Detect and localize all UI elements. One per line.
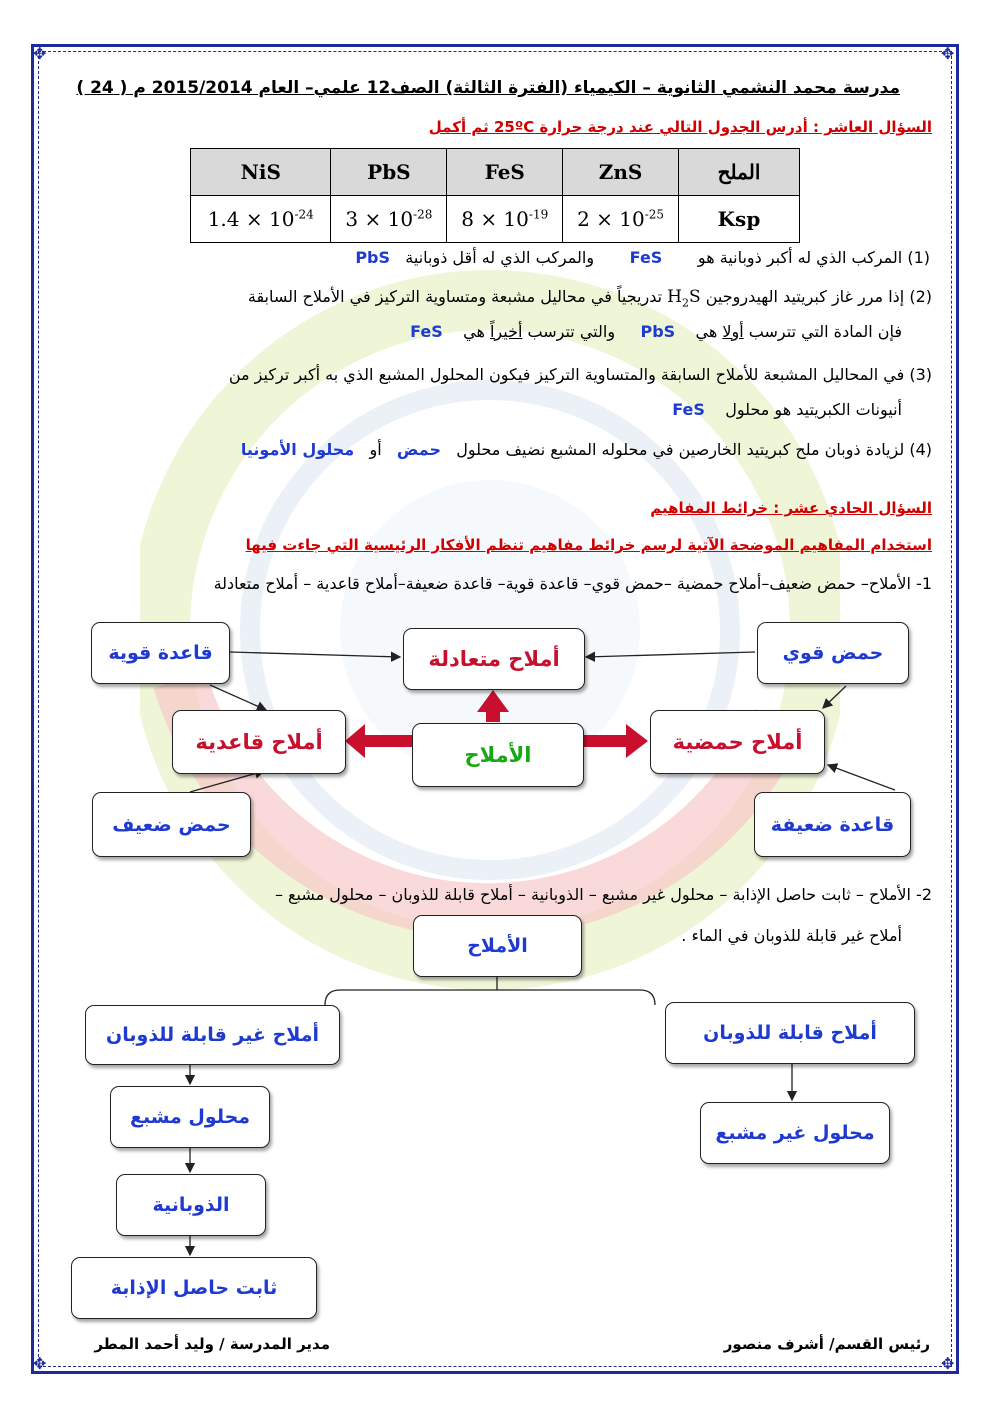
box-salts-center: الأملاح <box>412 723 584 787</box>
box-strong-acid: حمض قوي <box>757 622 909 684</box>
salt-cell: PbS <box>331 149 447 196</box>
item-text: والمركب الذي له أقل ذوبانية <box>405 248 595 267</box>
brace-connector <box>325 990 655 1005</box>
salt-label-cell: الملح <box>679 149 800 196</box>
answer-text: محلول الأمونيا <box>240 440 355 459</box>
ksp-value: 8 × 10 <box>461 207 529 231</box>
q11-heading: السؤال الحادي عشر : خرائط المفاهيم <box>650 499 932 517</box>
item-text: هي <box>695 322 718 341</box>
box-strong-base: قاعدة قوية <box>91 622 230 684</box>
ksp-value: 3 × 10 <box>345 207 414 231</box>
answer-text: FeS <box>410 322 443 341</box>
ksp-exponent: -24 <box>294 207 314 222</box>
box-acidic-salts: أملاح حمضية <box>650 710 825 774</box>
formula-part: S <box>688 287 701 307</box>
q10-item-3-line-1: (3) في المحاليل المشبعة للأملاح السابقة والمتساوية التركيز فيكون المحلول المشبع الذي به أكبر تركيز من <box>228 365 932 384</box>
q10-heading-suffix: ثم أكمل <box>428 118 494 136</box>
map1-terms: 1- الأملاح– حمض ضعيف–أملاح حمضية –حمض قوي– قاعدة قوية– قاعدة ضعيفة–أملاح قاعدية – أملاح متعادلة <box>213 574 932 593</box>
box-weak-acid: حمض ضعيف <box>92 792 251 857</box>
item-text: أو <box>369 440 382 459</box>
corner-ornament-icon: ✥ <box>33 44 47 63</box>
formula-subscript: 2 <box>681 296 689 310</box>
answer-text: PbS <box>355 248 391 267</box>
q11-instruction: استخدام المفاهيم الموضحة الآتية لرسم خرائط مفاهيم تنظم الأفكار الرئيسية التي جاءت فيها <box>245 536 932 554</box>
page-header-title: مدرسة محمد النشمي الثانوية – الكيمياء (الفترة الثالثة) الصف12 علمي– العام 2015/2014 م ( 24 ) <box>76 78 900 98</box>
salt-cell: ZnS <box>563 149 679 196</box>
answer-text: FeS <box>629 248 663 267</box>
item-text: فإن المادة التي تترسب <box>748 322 902 341</box>
box-insoluble-salts: أملاح غير قابلة للذوبان <box>85 1005 340 1065</box>
item-text: (1) المركب الذي له أكبر ذوبانية هو <box>697 248 930 267</box>
formula-part: H <box>667 287 682 307</box>
box-weak-base: قاعدة ضعيفة <box>754 792 911 857</box>
footer-principal: مدير المدرسة / وليد أحمد المطر <box>94 1335 330 1353</box>
box-basic-salts: أملاح قاعدية <box>172 710 346 774</box>
map2-terms-line-1: 2- الأملاح – ثابت حاصل الإذابة – محلول غير مشبع – الذوبانية – أملاح قابلة للذوبان – محلول مشبع – <box>274 885 932 904</box>
item-text: هي <box>463 322 485 341</box>
box-saturated-solution: محلول مشبع <box>110 1086 270 1148</box>
box-ksp: ثابت حاصل الإذابة <box>71 1257 317 1319</box>
ksp-exponent: -28 <box>413 207 433 222</box>
ksp-exponent: -19 <box>528 207 549 222</box>
salt-cell: NiS <box>191 149 331 196</box>
q10-heading-text: السؤال العاشر : أدرس الجدول التالي عند درجة حرارة <box>534 118 932 136</box>
item-text: تدريجياً في محاليل مشبعة ومتساوية التركيز في الأملاح السابقة <box>247 287 663 306</box>
underlined-word: أخيراً <box>489 322 523 341</box>
box-salts-root: الأملاح <box>413 915 582 977</box>
ksp-value: 1.4 × 10 <box>207 207 295 231</box>
corner-ornament-icon: ✥ <box>33 1354 47 1373</box>
ksp-label-cell: Ksp <box>679 196 800 243</box>
box-unsaturated-solution: محلول غير مشبع <box>700 1102 890 1164</box>
item-text: والتي تترسب <box>527 322 616 341</box>
item-text: أنيونات الكبريتيد هو محلول <box>725 400 902 419</box>
map2-terms-line-2: أملاح غير قابلة للذوبان في الماء . <box>681 926 902 945</box>
corner-ornament-icon: ✥ <box>941 44 955 63</box>
corner-ornament-icon: ✥ <box>941 1354 955 1373</box>
salt-cell: FeS <box>447 149 563 196</box>
item-text: (2) إذا مرر غاز كبريتيد الهيدروجين <box>705 287 932 306</box>
answer-text: FeS <box>672 400 705 419</box>
box-solubility: الذوبانية <box>116 1174 266 1236</box>
item-text: (4) لزيادة ذوبان ملح كبريتيد الخارصين في محلوله المشبع نضيف محلول <box>456 440 932 459</box>
box-neutral-salts: أملاح متعادلة <box>403 628 585 690</box>
ksp-value: 2 × 10 <box>577 207 645 231</box>
ksp-exponent: -25 <box>644 207 665 222</box>
footer-head-of-dept: رئيس القسم/ أشرف منصور <box>723 1335 930 1353</box>
answer-text: حمض <box>396 440 442 459</box>
underlined-word: أولا <box>722 322 744 341</box>
answer-text: PbS <box>640 322 676 341</box>
box-soluble-salts: أملاح قابلة للذوبان <box>665 1002 915 1064</box>
q10-heading-temp: 25ºC <box>493 118 535 136</box>
